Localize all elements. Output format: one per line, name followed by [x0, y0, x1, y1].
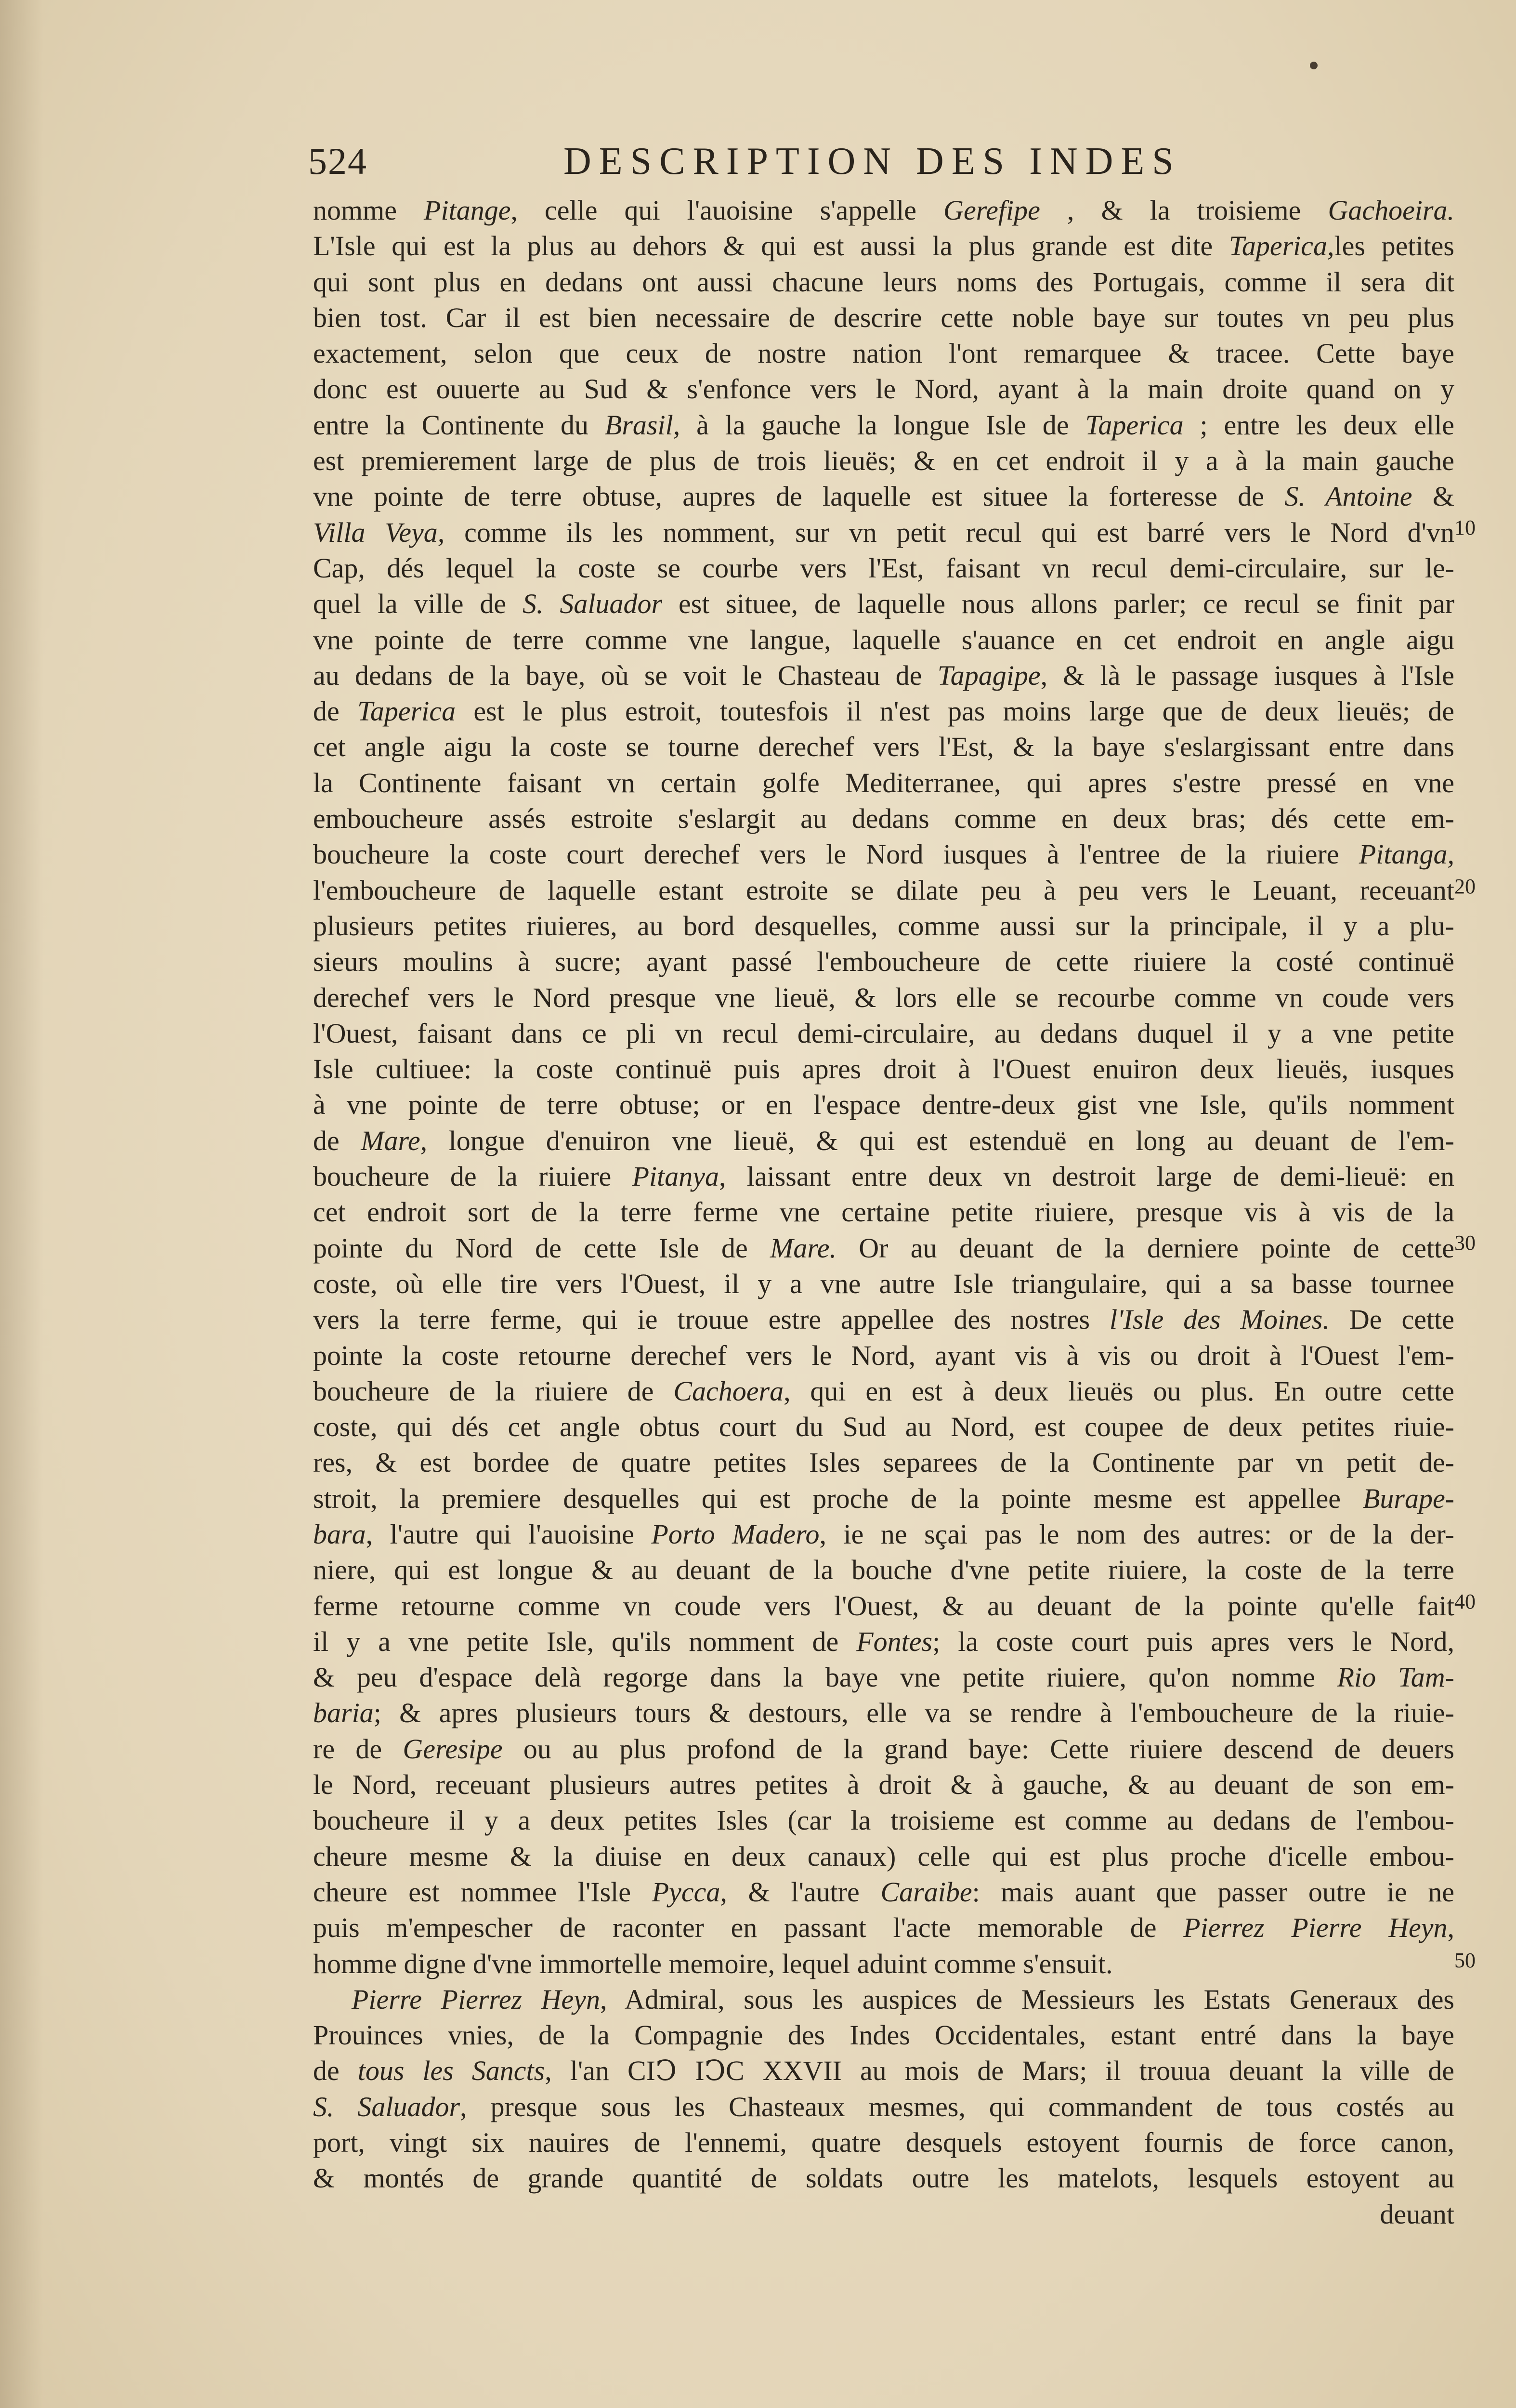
italic-text-run: Pitanga,: [1359, 838, 1454, 870]
italic-text-run: tous les Sancts: [357, 2055, 545, 2087]
text-run: , laissant entre deux vn destroit large de demi-lieuë: en: [719, 1161, 1454, 1192]
text-run: vers la terre ferme, qui ie trouue estre appellee des nostres: [313, 1304, 1110, 1335]
italic-text-run: Fontes: [856, 1625, 933, 1657]
italic-text-run: Mare: [361, 1125, 420, 1156]
text-run: , & l'autre: [720, 1876, 881, 1908]
text-run: emboucheure assés estroite s'eslargit au dedans comme en deux bras; dés cette em-: [313, 803, 1454, 835]
italic-text-run: bara: [313, 1518, 366, 1550]
italic-text-run: Burape-: [1362, 1482, 1454, 1514]
text-run: est premierement large de plus de trois lieuës; & en cet endroit il y a à la main gauche: [313, 445, 1454, 477]
page-header: [308, 140, 1262, 193]
text-run: l'Ouest, faisant dans ce pli vn recul demi-circulaire, au dedans duquel il y a vne petite: [313, 1017, 1454, 1049]
text-run: exactement, selon que ceux de nostre nation l'ont remarquee & tracee. Cette baye: [313, 338, 1454, 369]
text-line: [313, 1230, 1454, 1266]
italic-text-run: Villa Veya,: [313, 516, 445, 548]
text-line: [313, 1624, 1454, 1660]
text-line: [313, 2053, 1454, 2089]
text-line: [313, 980, 1454, 1016]
italic-text-run: S. Saluador: [313, 2091, 460, 2122]
text-run: , Admiral, sous les auspices de Messieurs les Estats Generaux des: [600, 1983, 1454, 2015]
text-run: de: [313, 2055, 358, 2087]
italic-text-run: Taperica: [357, 695, 456, 727]
text-run: pointe la coste retourne derechef vers le Nord, ayant vis à vis ou droit à l'Ouest l'em-: [313, 1339, 1454, 1371]
italic-text-run: Caraibe: [880, 1876, 972, 1908]
italic-text-run: Taperica: [1085, 409, 1184, 441]
margin-number: 10: [1454, 516, 1476, 539]
text-run: boucheure de la riuiere de: [313, 1375, 674, 1407]
text-run: port, vingt six nauires de l'ennemi, quatre desquels estoyent fournis de force canon,: [313, 2127, 1454, 2159]
text-line: [313, 1123, 1454, 1159]
text-line: [313, 336, 1454, 371]
text-run: comme ils les nomment, sur vn petit recul qui est barré vers le Nord d'vn: [444, 516, 1454, 548]
italic-text-run: Pierre Pierrez Heyn: [352, 1983, 601, 2015]
text-line: [313, 1803, 1454, 1838]
text-run: & montés de grande quantité de soldats outre les matelots, lesquels estoyent au: [313, 2162, 1454, 2194]
text-line: [313, 300, 1454, 336]
text-run: quel la ville de: [313, 588, 523, 620]
text-line: [313, 1051, 1454, 1087]
italic-text-run: Porto Madero: [651, 1518, 820, 1550]
text-line: [313, 264, 1454, 300]
text-line: [313, 228, 1454, 264]
text-line: [313, 1409, 1454, 1445]
text-run: ou au plus profond de la grand baye: Cette riuiere descend de deuers: [502, 1733, 1454, 1765]
text-run: niere, qui est longue & au deuant de la bouche d'vne petite riuiere, la coste de la terre: [313, 1554, 1454, 1586]
text-line: [313, 622, 1454, 658]
text-run: les petites: [1334, 230, 1454, 262]
text-run: re de: [313, 1733, 403, 1765]
text-line: [313, 765, 1454, 801]
text-line: [313, 837, 1454, 872]
text-line: [313, 2089, 1454, 2125]
text-line: [313, 908, 1454, 944]
italic-text-run: Geresipe: [403, 1733, 503, 1765]
text-run: Prouinces vnies, de la Compagnie des Indes Occidentales, estant entré dans la baye: [313, 2019, 1454, 2051]
text-run: : mais auant que passer outre ie ne: [972, 1876, 1454, 1908]
text-line: [313, 1910, 1454, 1946]
text-run: sieurs moulins à sucre; ayant passé l'emboucheure de cette riuiere la costé continuë: [313, 946, 1454, 978]
text-run: , & là le passage iusques à l'Isle: [1040, 659, 1454, 691]
text-run: , longue d'enuiron vne lieuë, & qui est estenduë en long au deuant de l'em-: [420, 1125, 1454, 1156]
text-run: il y a vne petite Isle, qu'ils nomment de: [313, 1625, 857, 1657]
text-line: [313, 2197, 1454, 2232]
text-run: , celle qui l'auoisine s'appelle: [510, 195, 944, 226]
text-run: bien tost. Car il est bien necessaire de descrire cette noble baye sur toutes vn peu plus: [313, 301, 1454, 333]
text-run: &: [1412, 481, 1454, 512]
text-line: [313, 1517, 1454, 1552]
text-run: nomme: [313, 195, 424, 226]
text-run: , presque sous les Chasteaux mesmes, qui commandent de tous costés au: [460, 2091, 1454, 2122]
margin-number: 20: [1454, 875, 1476, 898]
text-line: [313, 550, 1454, 586]
text-run: cet angle aigu la coste se tourne derechef vers l'Est, & la baye s'eslargissant entre dans: [313, 731, 1454, 763]
text-run: vne pointe de terre obtuse, aupres de laquelle est situee la forteresse de: [313, 481, 1285, 512]
text-line: [313, 407, 1454, 443]
text-line: [313, 2160, 1454, 2196]
text-line: [313, 1481, 1454, 1517]
italic-text-run: Tapagipe: [937, 659, 1041, 691]
text-line: [313, 1982, 1454, 2017]
text-run: à la gauche la longue Isle de: [680, 409, 1085, 441]
text-run: , qui en est à deux lieuës ou plus. En outre cette: [784, 1375, 1454, 1407]
italic-text-run: Pitanya: [632, 1161, 719, 1192]
text-run: , & la troisieme: [1040, 195, 1328, 226]
text-run: boucheure la coste court derechef vers le Nord iusques à l'entree de la riuiere: [313, 838, 1359, 870]
margin-number: 30: [1454, 1231, 1476, 1255]
italic-text-run: Gachoeira.: [1328, 195, 1454, 226]
text-run: cheure est nommee l'Isle: [313, 1876, 652, 1908]
italic-text-run: Taperica,: [1228, 230, 1334, 262]
text-run: ; & apres plusieurs tours & destours, elle va se rendre à l'emboucheure de la riuie-: [373, 1697, 1454, 1729]
text-line: [313, 873, 1454, 908]
text-run: le Nord, receuant plusieurs autres petites à droit & à gauche, & au deuant de son em-: [313, 1769, 1454, 1801]
text-run: , l'an CIↃ IↃC XXVII au mois de Mars; il trouua deuant la ville de: [545, 2055, 1454, 2087]
text-run: au dedans de la baye, où se voit le Chasteau de: [313, 659, 938, 691]
text-run: De cette: [1329, 1304, 1454, 1335]
text-line: [313, 1194, 1454, 1230]
text-run: est le plus estroit, toutesfois il n'est pas moins large que de deux lieuës; de: [456, 695, 1454, 727]
text-run: cet endroit sort de la terre ferme vne certaine petite riuiere, presque vis à vis de la: [313, 1196, 1454, 1228]
italic-text-run: Mare.: [770, 1232, 836, 1264]
text-run: l'emboucheure de laquelle estant estroite se dilate peu à peu vers le Leuant, receuant: [313, 874, 1454, 906]
text-line: [313, 371, 1454, 407]
text-line: [313, 515, 1454, 550]
italic-text-run: Brasil,: [604, 409, 680, 441]
italic-text-run: baria: [313, 1697, 374, 1729]
text-run: qui sont plus en dedans ont aussi chacune leurs noms des Portugais, comme il sera dit: [313, 266, 1454, 298]
page-gutter-shadow: [0, 0, 43, 2408]
text-line: [313, 2017, 1454, 2053]
text-line: [313, 1016, 1454, 1051]
italic-text-run: Pycca: [652, 1876, 720, 1908]
text-run: ,: [1447, 1912, 1454, 1944]
text-line: [313, 1266, 1454, 1302]
text-line: [313, 1731, 1454, 1767]
body-text: [313, 193, 1454, 2232]
italic-text-run: l'Isle des Moines.: [1110, 1304, 1330, 1335]
text-line: [313, 1302, 1454, 1337]
text-line: [313, 193, 1454, 228]
text-line: [313, 1660, 1454, 1695]
text-line: [313, 1338, 1454, 1374]
text-line: [313, 1087, 1454, 1123]
text-line: [313, 1839, 1454, 1874]
text-run: Cap, dés lequel la coste se courbe vers l'Est, faisant vn recul demi-circulaire, sur le-: [313, 552, 1454, 584]
text-run: plusieurs petites riuieres, au bord desquelles, comme aussi sur la principale, il y a plu-: [313, 910, 1454, 942]
text-run: de: [313, 695, 357, 727]
text-line: [313, 1588, 1454, 1624]
text-line: [313, 1874, 1454, 1910]
italic-text-run: S. Saluador: [523, 588, 663, 620]
text-run: & peu d'espace delà regorge dans la baye vne petite riuiere, qu'on nomme: [313, 1662, 1337, 1693]
text-line: [313, 479, 1454, 514]
text-run: la Continente faisant vn certain golfe Mediterranee, qui apres s'estre pressé en vne: [313, 767, 1454, 798]
text-line: [313, 586, 1454, 622]
italic-text-run: Pitange: [424, 195, 511, 226]
text-run: à vne pointe de terre obtuse; or en l'espace dentre-deux gist vne Isle, qu'ils nomment: [313, 1089, 1454, 1121]
text-line: [313, 1159, 1454, 1194]
text-run: est situee, de laquelle nous allons parler; ce recul se finit par: [662, 588, 1454, 620]
text-run: de: [313, 1125, 361, 1156]
text-line: [313, 801, 1454, 837]
text-run: pointe du Nord de cette Isle de: [313, 1232, 770, 1264]
text-run: entre la Continente du: [313, 409, 605, 441]
margin-number: 50: [1454, 1949, 1476, 1972]
text-run: coste, où elle tire vers l'Ouest, il y a vne autre Isle triangulaire, qui a sa basse tournee: [313, 1268, 1454, 1299]
text-run: Isle cultiuee: la coste continuë puis apres droit à l'Ouest enuiron deux lieuës, iusques: [313, 1053, 1454, 1085]
text-run: ; la coste court puis apres vers le Nord,: [932, 1625, 1454, 1657]
text-line: [313, 443, 1454, 479]
italic-text-run: Cachoera: [673, 1375, 784, 1407]
text-line: [313, 729, 1454, 765]
text-line: [313, 944, 1454, 980]
text-run: Or au deuant de la derniere pointe de cette: [836, 1232, 1454, 1264]
italic-text-run: Gerefipe: [943, 195, 1040, 226]
text-line: [313, 1374, 1454, 1409]
text-run: stroit, la premiere desquelles qui est proche de la pointe mesme est appellee: [313, 1482, 1363, 1514]
text-run: , l'autre qui l'auoisine: [366, 1518, 652, 1550]
text-run: derechef vers le Nord presque vne lieuë, & lors elle se recourbe comme vn coude vers: [313, 982, 1454, 1013]
page-number: 524: [308, 140, 367, 182]
text-run: ; entre les deux elle: [1183, 409, 1454, 441]
text-run: L'Isle qui est la plus au dehors & qui est aussi la plus grande est dite: [313, 230, 1229, 262]
text-run: , ie ne sçai pas le nom des autres: or de la der-: [819, 1518, 1454, 1550]
text-run: res, & est bordee de quatre petites Isles separees de la Continente par vn petit de-: [313, 1447, 1454, 1479]
text-run: puis m'empescher de raconter en passant l'acte memorable de: [313, 1912, 1184, 1944]
text-line: [313, 1552, 1454, 1588]
text-run: cheure mesme & la diuise en deux canaux) celle qui est plus proche d'icelle embou-: [313, 1840, 1454, 1872]
text-run: homme digne d'vne immortelle memoire, lequel aduint comme s'ensuit.: [313, 1948, 1113, 1979]
italic-text-run: Pierrez Pierre Heyn: [1183, 1912, 1448, 1944]
text-line: [313, 2125, 1454, 2160]
text-run: boucheure il y a deux petites Isles (car la troisieme est comme au dedans de l'embou-: [313, 1805, 1454, 1836]
ink-speck: [1310, 62, 1318, 69]
text-run: boucheure de la riuiere: [313, 1161, 632, 1192]
margin-number: 40: [1454, 1590, 1476, 1613]
text-run: deuant: [1380, 2198, 1454, 2230]
text-line: [313, 658, 1454, 694]
text-line: [313, 1767, 1454, 1803]
text-run: donc est ouuerte au Sud & s'enfonce vers le Nord, ayant à la main droite quand on y: [313, 373, 1454, 405]
text-run: coste, qui dés cet angle obtus court du Sud au Nord, est coupee de deux petites riuie-: [313, 1411, 1454, 1443]
text-line: [313, 1445, 1454, 1480]
text-run: vne pointe de terre comme vne langue, laquelle s'auance en cet endroit en angle aigu: [313, 624, 1454, 655]
italic-text-run: Rio Tam-: [1337, 1662, 1454, 1693]
text-run: ferme retourne comme vn coude vers l'Ouest, & au deuant de la pointe qu'elle fait: [313, 1590, 1454, 1622]
text-line: [313, 1946, 1454, 1982]
text-line: [313, 1695, 1454, 1731]
running-title: DESCRIPTION DES INDES: [563, 140, 1181, 183]
text-line: [313, 694, 1454, 729]
italic-text-run: S. Antoine: [1284, 481, 1412, 512]
